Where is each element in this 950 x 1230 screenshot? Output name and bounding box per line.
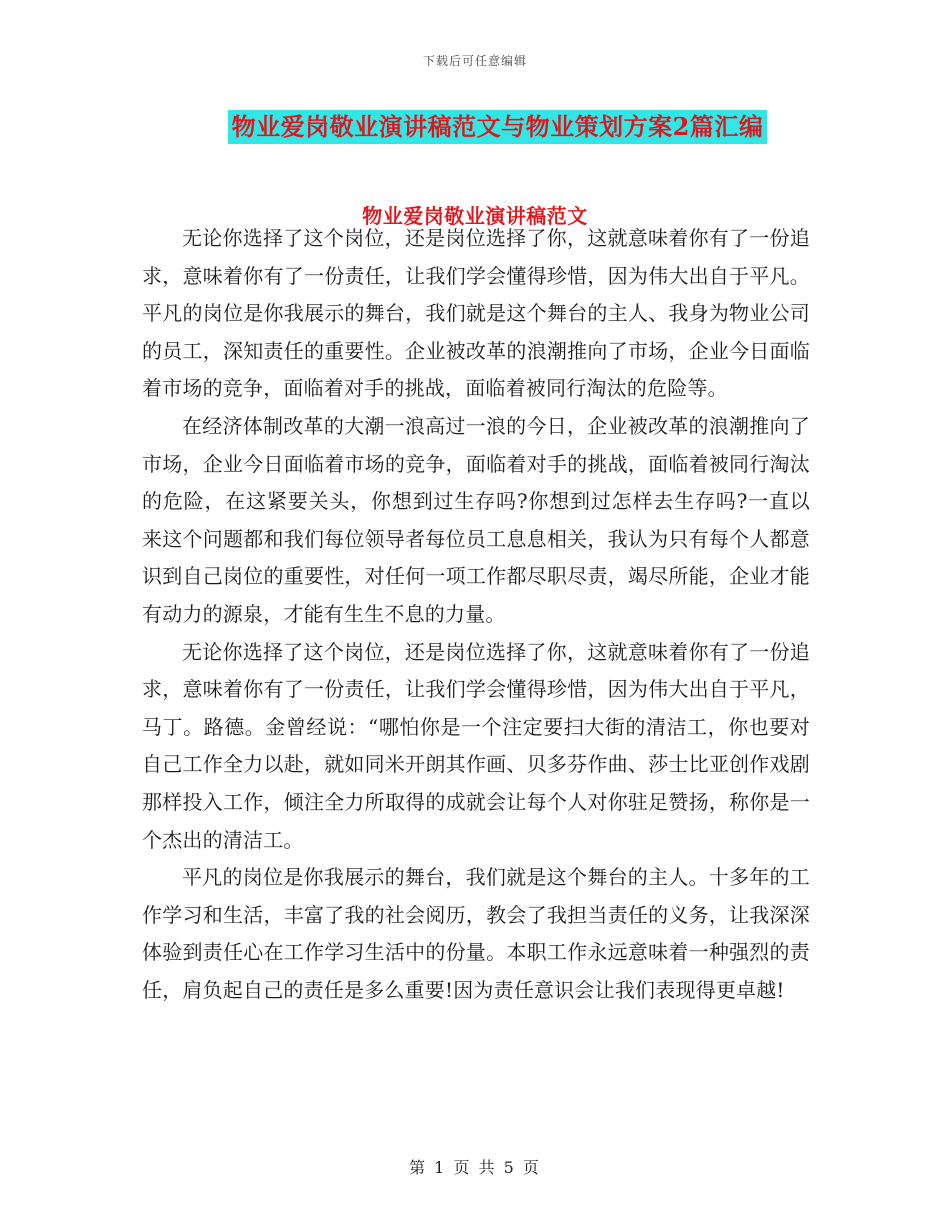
document-title: 物业爱岗敬业演讲稿范文与物业策划方案2篇汇编 (228, 110, 768, 144)
page-number: 第 1 页 共 5 页 (409, 1158, 541, 1177)
paragraph: 在经济体制改革的大潮一浪高过一浪的今日，企业被改革的浪潮推向了市场，企业今日面临着市场的竞争，面临着对手的挑战，面临着被同行淘汰的危险，在这紧要关头，你想到过生存吗?你想到过怎样去生存吗?一直以来这个问题都和我们每位领导者每位员工息息相关，我认为只有每个人都意识到自己岗位的重要性，对任何一项工作都尽职尽责，竭尽所能，企业才能有动力的源泉，才能有生生不息的力量。 (142, 413, 810, 626)
paragraph: 平凡的岗位是你我展示的舞台，我们就是这个舞台的主人。十多年的工作学习和生活，丰富了我的社会阅历，教会了我担当责任的义务，让我深深体验到责任心在工作学习生活中的份量。本职工作永远意味着一种强烈的责任，肩负起自己的责任是多么重要!因为责任意识会让我们表现得更卓越! (142, 865, 810, 1002)
section-title: 物业爱岗敬业演讲稿范文 (362, 204, 588, 228)
paragraph: 无论你选择了这个岗位，还是岗位选择了你，这就意味着你有了一份追求，意味着你有了一份责任，让我们学会懂得珍惜，因为伟大出自于平凡，马丁。路德。金曾经说：“哪怕你是一个注定要扫大街的清洁工，你也要对自己工作全力以赴，就如同米开朗其作画、贝多芬作曲、莎士比亚创作戏剧那样投入工作，倾注全力所取得的成就会让每个人对你驻足赞扬，称你是一个杰出的清洁工。 (142, 639, 810, 852)
document-body (142, 220, 810, 1009)
paragraph: 无论你选择了这个岗位，还是岗位选择了你，这就意味着你有了一份追求，意味着你有了一份责任，让我们学会懂得珍惜，因为伟大出自于平凡。平凡的岗位是你我展示的舞台，我们就是这个舞台的主人、我身为物业公司的员工，深知责任的重要性。企业被改革的浪潮推向了市场，企业今日面临着市场的竞争，面临着对手的挑战，面临着被同行淘汰的危险等。 (142, 226, 810, 401)
document-title-container (0, 110, 950, 144)
page-header-note: 下载后可任意编辑 (422, 54, 527, 68)
